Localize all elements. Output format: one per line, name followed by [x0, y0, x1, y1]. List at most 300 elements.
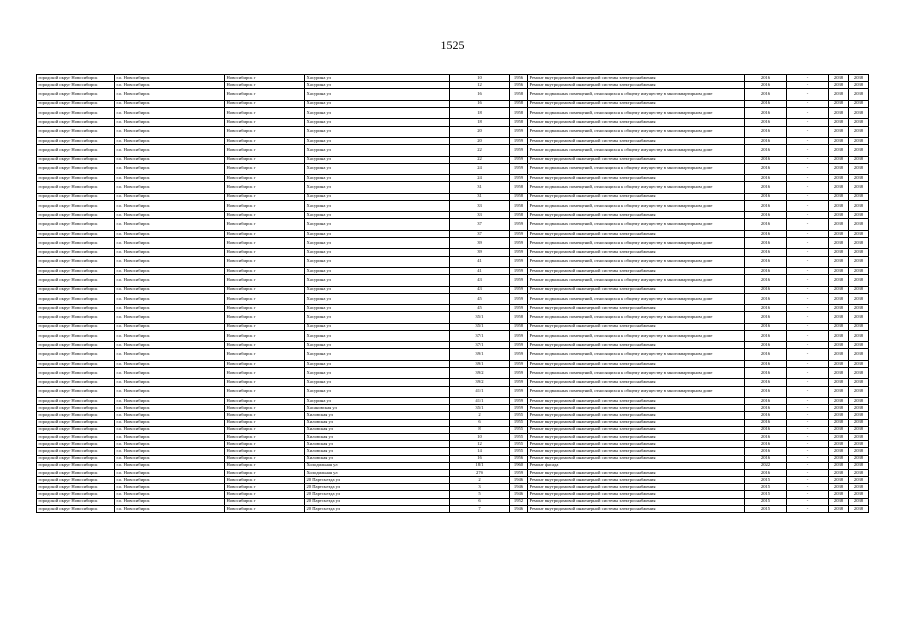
- cell-to1: 2038: [829, 433, 849, 440]
- cell-year: 1959: [510, 249, 528, 256]
- cell-from: 2016: [745, 100, 787, 107]
- cell-to1: 2038: [829, 419, 849, 426]
- cell-year: 1959: [510, 267, 528, 274]
- cell-work: Ремонт подвальных помещений, относящихся к общему имуществу в многоквартирном доме: [528, 89, 745, 100]
- cell-house: 41: [450, 267, 510, 274]
- cell-to1: 2038: [829, 75, 849, 82]
- cell-from: 2016: [745, 293, 787, 304]
- cell-mark: -: [787, 491, 829, 498]
- cell-street: Хасурина ул: [305, 293, 450, 304]
- cell-to2: 2038: [849, 200, 869, 211]
- cell-settlement: г.о. Новосибирск: [115, 193, 225, 200]
- cell-mark: -: [787, 462, 829, 469]
- cell-year: 1958: [510, 200, 528, 211]
- cell-city: Новосибирск г: [225, 163, 305, 174]
- cell-to2: 2038: [849, 119, 869, 126]
- cell-street: Хасурина ул: [305, 126, 450, 137]
- cell-mark: -: [787, 145, 829, 156]
- table-row: [37, 419, 869, 426]
- cell-to2: 2038: [849, 219, 869, 230]
- cell-to2: 2038: [849, 405, 869, 412]
- table-row: [37, 426, 869, 433]
- cell-mark: -: [787, 126, 829, 137]
- cell-settlement: г.о. Новосибирск: [115, 230, 225, 237]
- cell-house: 35/1: [450, 312, 510, 323]
- table-row: [37, 312, 869, 323]
- cell-to1: 2038: [829, 256, 849, 267]
- cell-street: Хасурина ул: [305, 200, 450, 211]
- cell-year: 1959: [510, 386, 528, 397]
- cell-year: 1960: [510, 462, 528, 469]
- cell-street: Хасурина ул: [305, 175, 450, 182]
- cell-house: 37/1: [450, 330, 510, 341]
- cell-city: Новосибирск г: [225, 477, 305, 484]
- cell-mark: -: [787, 267, 829, 274]
- cell-city: Новосибирск г: [225, 267, 305, 274]
- cell-work: Ремонт внутридомовой инженерной системы электроснабжения: [528, 75, 745, 82]
- cell-to1: 2038: [829, 412, 849, 419]
- table-row: [37, 455, 869, 462]
- cell-house: 20: [450, 126, 510, 137]
- cell-mark: -: [787, 256, 829, 267]
- cell-year: 1955: [510, 441, 528, 448]
- cell-from: 2016: [745, 256, 787, 267]
- cell-city: Новосибирск г: [225, 230, 305, 237]
- cell-to2: 2038: [849, 75, 869, 82]
- cell-city: Новосибирск г: [225, 441, 305, 448]
- cell-street: Хасурина ул: [305, 368, 450, 379]
- cell-house: 2: [450, 477, 510, 484]
- cell-year: 1959: [510, 219, 528, 230]
- table-row: [37, 412, 869, 419]
- cell-year: 1946: [510, 505, 528, 512]
- cell-from: 2016: [745, 145, 787, 156]
- cell-from: 2016: [745, 426, 787, 433]
- cell-city: Новосибирск г: [225, 119, 305, 126]
- cell-city: Новосибирск г: [225, 305, 305, 312]
- cell-district: городской округ Новосибирск: [37, 360, 115, 367]
- cell-district: городской округ Новосибирск: [37, 455, 115, 462]
- cell-house: 22: [450, 145, 510, 156]
- cell-to1: 2038: [829, 455, 849, 462]
- cell-from: 2022: [745, 462, 787, 469]
- cell-city: Новосибирск г: [225, 368, 305, 379]
- cell-house: 3: [450, 484, 510, 491]
- cell-to2: 2038: [849, 426, 869, 433]
- cell-to2: 2038: [849, 323, 869, 330]
- cell-from: 2016: [745, 469, 787, 476]
- cell-mark: -: [787, 448, 829, 455]
- cell-work: Ремонт внутридомовой инженерной системы электроснабжения: [528, 405, 745, 412]
- cell-settlement: г.о. Новосибирск: [115, 491, 225, 498]
- table-row: [37, 89, 869, 100]
- cell-street: Хасурина ул: [305, 82, 450, 89]
- cell-city: Новосибирск г: [225, 238, 305, 249]
- cell-from: 2016: [745, 455, 787, 462]
- table-row: [37, 137, 869, 144]
- table-row: [37, 398, 869, 405]
- cell-settlement: г.о. Новосибирск: [115, 145, 225, 156]
- cell-city: Новосибирск г: [225, 82, 305, 89]
- cell-district: городской округ Новосибирск: [37, 212, 115, 219]
- cell-street: Хасурина ул: [305, 349, 450, 360]
- cell-district: городской округ Новосибирск: [37, 498, 115, 505]
- cell-from: 2016: [745, 286, 787, 293]
- cell-house: 37/1: [450, 342, 510, 349]
- table-row: [37, 286, 869, 293]
- table-row: [37, 477, 869, 484]
- cell-district: городской округ Новосибирск: [37, 448, 115, 455]
- cell-district: городской округ Новосибирск: [37, 323, 115, 330]
- cell-to2: 2038: [849, 349, 869, 360]
- cell-work: Ремонт подвальных помещений, относящихся к общему имуществу в многоквартирном доме: [528, 219, 745, 230]
- cell-from: 2016: [745, 312, 787, 323]
- cell-settlement: г.о. Новосибирск: [115, 119, 225, 126]
- cell-district: городской округ Новосибирск: [37, 412, 115, 419]
- cell-work: Ремонт внутридомовой инженерной системы электроснабжения: [528, 412, 745, 419]
- table-row: [37, 200, 869, 211]
- cell-street: 20 Партсъезда ул: [305, 505, 450, 512]
- cell-district: городской округ Новосибирск: [37, 238, 115, 249]
- cell-work: Ремонт внутридомовой инженерной системы электроснабжения: [528, 448, 745, 455]
- cell-year: 1959: [510, 126, 528, 137]
- cell-street: Хасурина ул: [305, 305, 450, 312]
- cell-to1: 2038: [829, 505, 849, 512]
- table-row: [37, 230, 869, 237]
- cell-district: городской округ Новосибирск: [37, 312, 115, 323]
- cell-mark: -: [787, 455, 829, 462]
- cell-to2: 2038: [849, 238, 869, 249]
- cell-house: 39/1: [450, 360, 510, 367]
- cell-from: 2016: [745, 349, 787, 360]
- cell-city: Новосибирск г: [225, 145, 305, 156]
- cell-city: Новосибирск г: [225, 156, 305, 163]
- cell-year: 1959: [510, 137, 528, 144]
- cell-from: 2016: [745, 448, 787, 455]
- cell-district: городской округ Новосибирск: [37, 491, 115, 498]
- table-row: [37, 119, 869, 126]
- cell-mark: -: [787, 212, 829, 219]
- cell-mark: -: [787, 238, 829, 249]
- cell-from: 2016: [745, 305, 787, 312]
- cell-to1: 2038: [829, 249, 849, 256]
- cell-mark: -: [787, 498, 829, 505]
- cell-city: Новосибирск г: [225, 100, 305, 107]
- cell-to1: 2038: [829, 379, 849, 386]
- cell-mark: -: [787, 219, 829, 230]
- cell-from: 2016: [745, 219, 787, 230]
- cell-to2: 2038: [849, 145, 869, 156]
- cell-year: 1955: [510, 448, 528, 455]
- cell-year: 1959: [510, 330, 528, 341]
- table-row: [37, 75, 869, 82]
- cell-year: 1958: [510, 107, 528, 118]
- cell-mark: -: [787, 379, 829, 386]
- cell-street: Хасурина ул: [305, 249, 450, 256]
- cell-mark: -: [787, 505, 829, 512]
- cell-house: 43: [450, 275, 510, 286]
- cell-to2: 2038: [849, 379, 869, 386]
- cell-settlement: г.о. Новосибирск: [115, 175, 225, 182]
- cell-street: Хасурина ул: [305, 89, 450, 100]
- cell-city: Новосибирск г: [225, 349, 305, 360]
- cell-district: городской округ Новосибирск: [37, 193, 115, 200]
- cell-work: Ремонт подвальных помещений, относящихся к общему имуществу в многоквартирном доме: [528, 330, 745, 341]
- cell-street: Хасурина ул: [305, 119, 450, 126]
- cell-city: Новосибирск г: [225, 200, 305, 211]
- cell-year: 1959: [510, 238, 528, 249]
- cell-settlement: г.о. Новосибирск: [115, 477, 225, 484]
- cell-district: городской округ Новосибирск: [37, 398, 115, 405]
- cell-house: 33: [450, 200, 510, 211]
- cell-house: 43: [450, 286, 510, 293]
- cell-settlement: г.о. Новосибирск: [115, 398, 225, 405]
- cell-to1: 2038: [829, 323, 849, 330]
- cell-district: городской округ Новосибирск: [37, 433, 115, 440]
- cell-settlement: г.о. Новосибирск: [115, 75, 225, 82]
- cell-work: Ремонт внутридомовой инженерной системы электроснабжения: [528, 419, 745, 426]
- cell-street: Хасурина ул: [305, 212, 450, 219]
- cell-year: 1955: [510, 419, 528, 426]
- cell-settlement: г.о. Новосибирск: [115, 107, 225, 118]
- cell-to2: 2038: [849, 491, 869, 498]
- cell-house: 5: [450, 491, 510, 498]
- cell-house: 39/1: [450, 349, 510, 360]
- cell-settlement: г.о. Новосибирск: [115, 267, 225, 274]
- cell-from: 2015: [745, 491, 787, 498]
- cell-from: 2016: [745, 175, 787, 182]
- table-row: [37, 405, 869, 412]
- cell-to1: 2038: [829, 330, 849, 341]
- cell-to2: 2038: [849, 441, 869, 448]
- cell-from: 2016: [745, 126, 787, 137]
- cell-to1: 2038: [829, 219, 849, 230]
- cell-city: Новосибирск г: [225, 330, 305, 341]
- cell-street: Хасурина ул: [305, 75, 450, 82]
- cell-work: Ремонт внутридомовой инженерной системы электроснабжения: [528, 305, 745, 312]
- cell-district: городской округ Новосибирск: [37, 163, 115, 174]
- cell-street: Хиловская ул: [305, 412, 450, 419]
- cell-mark: -: [787, 200, 829, 211]
- cell-to2: 2038: [849, 267, 869, 274]
- cell-work: Ремонт внутридомовой инженерной системы электроснабжения: [528, 398, 745, 405]
- cell-street: Хасурина ул: [305, 156, 450, 163]
- cell-district: городской округ Новосибирск: [37, 305, 115, 312]
- cell-city: Новосибирск г: [225, 107, 305, 118]
- cell-to1: 2038: [829, 163, 849, 174]
- cell-mark: -: [787, 477, 829, 484]
- cell-work: Ремонт подвальных помещений, относящихся к общему имуществу в многоквартирном доме: [528, 238, 745, 249]
- cell-mark: -: [787, 312, 829, 323]
- cell-city: Новосибирск г: [225, 126, 305, 137]
- cell-mark: -: [787, 100, 829, 107]
- cell-city: Новосибирск г: [225, 379, 305, 386]
- cell-to2: 2038: [849, 484, 869, 491]
- cell-city: Новосибирск г: [225, 426, 305, 433]
- cell-year: 1958: [510, 182, 528, 193]
- table-row: [37, 386, 869, 397]
- cell-year: 1959: [510, 469, 528, 476]
- cell-to1: 2038: [829, 119, 849, 126]
- cell-house: 45: [450, 293, 510, 304]
- cell-year: 1958: [510, 100, 528, 107]
- cell-city: Новосибирск г: [225, 293, 305, 304]
- table-row: [37, 330, 869, 341]
- cell-house: 37: [450, 230, 510, 237]
- cell-settlement: г.о. Новосибирск: [115, 323, 225, 330]
- cell-year: 1946: [510, 477, 528, 484]
- cell-settlement: г.о. Новосибирск: [115, 200, 225, 211]
- cell-district: городской округ Новосибирск: [37, 75, 115, 82]
- cell-to1: 2038: [829, 462, 849, 469]
- cell-to1: 2038: [829, 368, 849, 379]
- cell-mark: -: [787, 286, 829, 293]
- repair-schedule-table: [36, 74, 869, 513]
- cell-mark: -: [787, 82, 829, 89]
- cell-to1: 2038: [829, 182, 849, 193]
- table-row: [37, 469, 869, 476]
- cell-work: Ремонт подвальных помещений, относящихся к общему имуществу в многоквартирном доме: [528, 293, 745, 304]
- cell-to2: 2038: [849, 455, 869, 462]
- cell-to2: 2038: [849, 175, 869, 182]
- cell-house: 37: [450, 219, 510, 230]
- cell-settlement: г.о. Новосибирск: [115, 89, 225, 100]
- cell-work: Ремонт подвальных помещений, относящихся к общему имуществу в многоквартирном доме: [528, 182, 745, 193]
- cell-to1: 2038: [829, 286, 849, 293]
- cell-from: 2016: [745, 82, 787, 89]
- cell-district: городской округ Новосибирск: [37, 368, 115, 379]
- cell-mark: -: [787, 323, 829, 330]
- cell-work: Ремонт внутридомовой инженерной системы электроснабжения: [528, 212, 745, 219]
- cell-house: 41: [450, 256, 510, 267]
- cell-work: Ремонт внутридомовой инженерной системы электроснабжения: [528, 484, 745, 491]
- cell-to1: 2038: [829, 484, 849, 491]
- cell-to2: 2038: [849, 433, 869, 440]
- cell-district: городской округ Новосибирск: [37, 156, 115, 163]
- cell-to2: 2038: [849, 182, 869, 193]
- cell-to2: 2038: [849, 193, 869, 200]
- cell-street: Хасурина ул: [305, 275, 450, 286]
- cell-year: 1959: [510, 256, 528, 267]
- cell-year: 1959: [510, 368, 528, 379]
- cell-district: городской округ Новосибирск: [37, 126, 115, 137]
- cell-settlement: г.о. Новосибирск: [115, 342, 225, 349]
- cell-to1: 2038: [829, 126, 849, 137]
- cell-mark: -: [787, 412, 829, 419]
- cell-district: городской округ Новосибирск: [37, 249, 115, 256]
- cell-year: 1946: [510, 491, 528, 498]
- cell-work: Ремонт подвальных помещений, относящихся к общему имуществу в многоквартирном доме: [528, 386, 745, 397]
- cell-street: Хасурина ул: [305, 256, 450, 267]
- table-row: [37, 267, 869, 274]
- cell-house: 45: [450, 305, 510, 312]
- cell-to2: 2038: [849, 156, 869, 163]
- cell-house: 18: [450, 107, 510, 118]
- cell-settlement: г.о. Новосибирск: [115, 305, 225, 312]
- cell-district: городской округ Новосибирск: [37, 484, 115, 491]
- table-row: [37, 238, 869, 249]
- cell-street: 20 Партсъезда ул: [305, 477, 450, 484]
- cell-work: Ремонт внутридомовой инженерной системы электроснабжения: [528, 379, 745, 386]
- table-row: [37, 448, 869, 455]
- cell-city: Новосибирск г: [225, 491, 305, 498]
- cell-year: 1959: [510, 349, 528, 360]
- cell-city: Новосибирск г: [225, 398, 305, 405]
- cell-to1: 2038: [829, 498, 849, 505]
- cell-to2: 2038: [849, 305, 869, 312]
- cell-street: Холодильная ул: [305, 462, 450, 469]
- cell-to1: 2038: [829, 107, 849, 118]
- cell-to1: 2038: [829, 312, 849, 323]
- cell-work: Ремонт внутридомовой инженерной системы электроснабжения: [528, 137, 745, 144]
- cell-settlement: г.о. Новосибирск: [115, 498, 225, 505]
- cell-to2: 2038: [849, 386, 869, 397]
- cell-street: Хасурина ул: [305, 386, 450, 397]
- cell-house: 6: [450, 498, 510, 505]
- cell-settlement: г.о. Новосибирск: [115, 293, 225, 304]
- cell-work: Ремонт внутридомовой инженерной системы электроснабжения: [528, 469, 745, 476]
- cell-street: Хиловская ул: [305, 441, 450, 448]
- cell-district: городской округ Новосибирск: [37, 119, 115, 126]
- cell-year: 1959: [510, 342, 528, 349]
- table-row: [37, 219, 869, 230]
- table-row: [37, 379, 869, 386]
- cell-city: Новосибирск г: [225, 342, 305, 349]
- cell-house: 16: [450, 455, 510, 462]
- cell-to2: 2038: [849, 212, 869, 219]
- table-row: [37, 175, 869, 182]
- cell-district: городской округ Новосибирск: [37, 462, 115, 469]
- cell-year: 1959: [510, 305, 528, 312]
- cell-settlement: г.о. Новосибирск: [115, 156, 225, 163]
- cell-year: 1958: [510, 193, 528, 200]
- cell-house: 10: [450, 75, 510, 82]
- cell-street: Хасурина ул: [305, 330, 450, 341]
- cell-from: 2016: [745, 342, 787, 349]
- table-row: [37, 293, 869, 304]
- cell-district: городской округ Новосибирск: [37, 200, 115, 211]
- cell-district: городской округ Новосибирск: [37, 275, 115, 286]
- cell-city: Новосибирск г: [225, 484, 305, 491]
- cell-to2: 2038: [849, 469, 869, 476]
- cell-work: Ремонт внутридомовой инженерной системы электроснабжения: [528, 286, 745, 293]
- cell-street: Хасурина ул: [305, 267, 450, 274]
- cell-to1: 2038: [829, 360, 849, 367]
- cell-to1: 2038: [829, 193, 849, 200]
- cell-district: городской округ Новосибирск: [37, 330, 115, 341]
- cell-to1: 2038: [829, 145, 849, 156]
- cell-mark: -: [787, 349, 829, 360]
- cell-work: Ремонт внутридомовой инженерной системы электроснабжения: [528, 342, 745, 349]
- cell-city: Новосибирск г: [225, 193, 305, 200]
- cell-year: 1959: [510, 379, 528, 386]
- cell-settlement: г.о. Новосибирск: [115, 419, 225, 426]
- cell-district: городской округ Новосибирск: [37, 293, 115, 304]
- table-row: [37, 368, 869, 379]
- cell-to1: 2038: [829, 342, 849, 349]
- cell-city: Новосибирск г: [225, 175, 305, 182]
- cell-mark: -: [787, 433, 829, 440]
- cell-city: Новосибирск г: [225, 323, 305, 330]
- cell-settlement: г.о. Новосибирск: [115, 379, 225, 386]
- cell-work: Ремонт внутридомовой инженерной системы электроснабжения: [528, 100, 745, 107]
- cell-from: 2016: [745, 107, 787, 118]
- cell-district: городской округ Новосибирск: [37, 107, 115, 118]
- cell-from: 2016: [745, 156, 787, 163]
- cell-district: городской округ Новосибирск: [37, 89, 115, 100]
- cell-work: Ремонт подвальных помещений, относящихся к общему имуществу в многоквартирном доме: [528, 349, 745, 360]
- cell-settlement: г.о. Новосибирск: [115, 349, 225, 360]
